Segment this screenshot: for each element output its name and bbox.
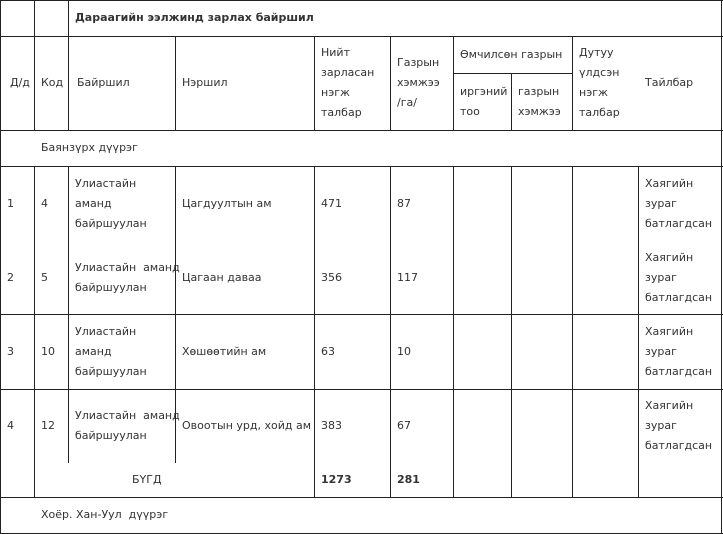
header-owned-area-line: газрын — [518, 84, 560, 98]
row-note-line: зураг — [645, 344, 677, 358]
total-label: БҮГД — [132, 473, 162, 486]
header-remaining-line: Дутуу — [579, 46, 614, 59]
row-area: 87 — [397, 196, 411, 210]
row-location-line: аманд — [75, 344, 112, 358]
row-total: 471 — [321, 196, 342, 210]
row-location-line: байршуулан — [75, 364, 147, 378]
row-area: 117 — [397, 270, 418, 284]
row-location-line: аманд — [75, 196, 112, 210]
row-note — [638, 166, 721, 241]
area-sum: 281 — [397, 473, 420, 486]
header-code: Код — [41, 76, 64, 89]
header-area-line: хэмжээ — [397, 76, 440, 89]
row-total: 383 — [321, 419, 342, 432]
row-name: Цагаан даваа — [182, 270, 262, 284]
header-area — [390, 36, 453, 130]
header-name: Нэршил — [182, 76, 228, 89]
header-citizens-line: иргэний — [460, 84, 508, 98]
header-location: Байршил — [77, 76, 130, 89]
row-note-line: батлагдсан — [645, 290, 713, 304]
row-code: 10 — [41, 344, 55, 358]
table-title: Дараагийн ээлжинд зарлах байршил — [75, 11, 314, 24]
col-divider — [572, 166, 573, 497]
row-note — [638, 314, 721, 389]
row-note-line: Хаягийн — [645, 250, 694, 264]
row-location — [68, 314, 175, 389]
row-dd: 2 — [7, 270, 14, 284]
row-location-line: Улиастайн аманд — [75, 409, 180, 422]
total-sum: 1273 — [321, 473, 352, 486]
row-location — [68, 241, 180, 314]
row-location — [68, 389, 180, 463]
row-code: 4 — [41, 196, 48, 210]
row-location-line: байршуулан — [75, 280, 147, 294]
col-divider — [511, 166, 512, 497]
header-area-line: Газрын — [397, 56, 440, 69]
row-total: 356 — [321, 270, 342, 284]
row-location — [68, 166, 175, 241]
row-note-line: Хаягийн — [645, 324, 694, 338]
header-remaining-line: талбар — [579, 106, 620, 119]
row-note-line: батлагдсан — [645, 439, 713, 452]
header-citizens — [453, 73, 511, 130]
row-area: 10 — [397, 344, 411, 358]
row-name: Овоотын урд, хойд ам — [182, 419, 312, 432]
header-note: Тайлбар — [645, 76, 694, 89]
row-location-line: байршуулан — [75, 216, 147, 230]
header-owned-area — [511, 73, 572, 130]
header-total — [314, 36, 390, 130]
header-remaining — [572, 36, 638, 130]
row-location-line: байршуулан — [75, 429, 147, 442]
row-dd: 4 — [7, 419, 14, 432]
row-note-line: зураг — [645, 419, 677, 432]
header-owned-area-line: хэмжээ — [518, 104, 561, 118]
header-dd: Д/д — [10, 76, 30, 89]
col-divider — [721, 0, 722, 534]
district-label: Хоёр. Хан-Уул дүүрэг — [41, 508, 169, 521]
header-remaining-line: үлдсэн — [579, 66, 620, 79]
header-remaining-line: нэгж — [579, 86, 608, 99]
row-code: 12 — [41, 419, 55, 432]
header-total-line: зарласан — [321, 66, 375, 79]
col-divider — [453, 166, 454, 497]
row-note — [638, 389, 721, 463]
header-owned-group: Өмчилсөн газрын — [460, 47, 563, 61]
row-code: 5 — [41, 270, 48, 284]
district-label: Баянзүрх дүүрэг — [41, 141, 138, 154]
row-note-line: Хаягийн — [645, 399, 694, 412]
header-total-line: талбар — [321, 106, 362, 119]
header-area-line: /га/ — [397, 96, 417, 109]
row-location-line: Улиастайн аманд — [75, 260, 180, 274]
header-total-line: Нийт — [321, 46, 350, 59]
row-location-line: Улиастайн — [75, 324, 137, 338]
row-note-line: зураг — [645, 270, 677, 284]
row-dd: 1 — [7, 196, 14, 210]
row-note-line: батлагдсан — [645, 216, 713, 230]
header-total-line: нэгж — [321, 86, 350, 99]
row-name: Хөшөөтийн ам — [182, 344, 267, 358]
row-note — [638, 241, 721, 314]
row-note-line: батлагдсан — [645, 364, 713, 378]
row-area: 67 — [397, 419, 411, 432]
row-note-line: Хаягийн — [645, 176, 694, 190]
row-location-line: Улиастайн — [75, 176, 137, 190]
row-note-line: зураг — [645, 196, 677, 210]
row-total: 63 — [321, 344, 335, 358]
row-dd: 3 — [7, 344, 14, 358]
header-citizens-line: тоо — [460, 104, 480, 118]
row-name: Цагдуултын ам — [182, 196, 272, 210]
